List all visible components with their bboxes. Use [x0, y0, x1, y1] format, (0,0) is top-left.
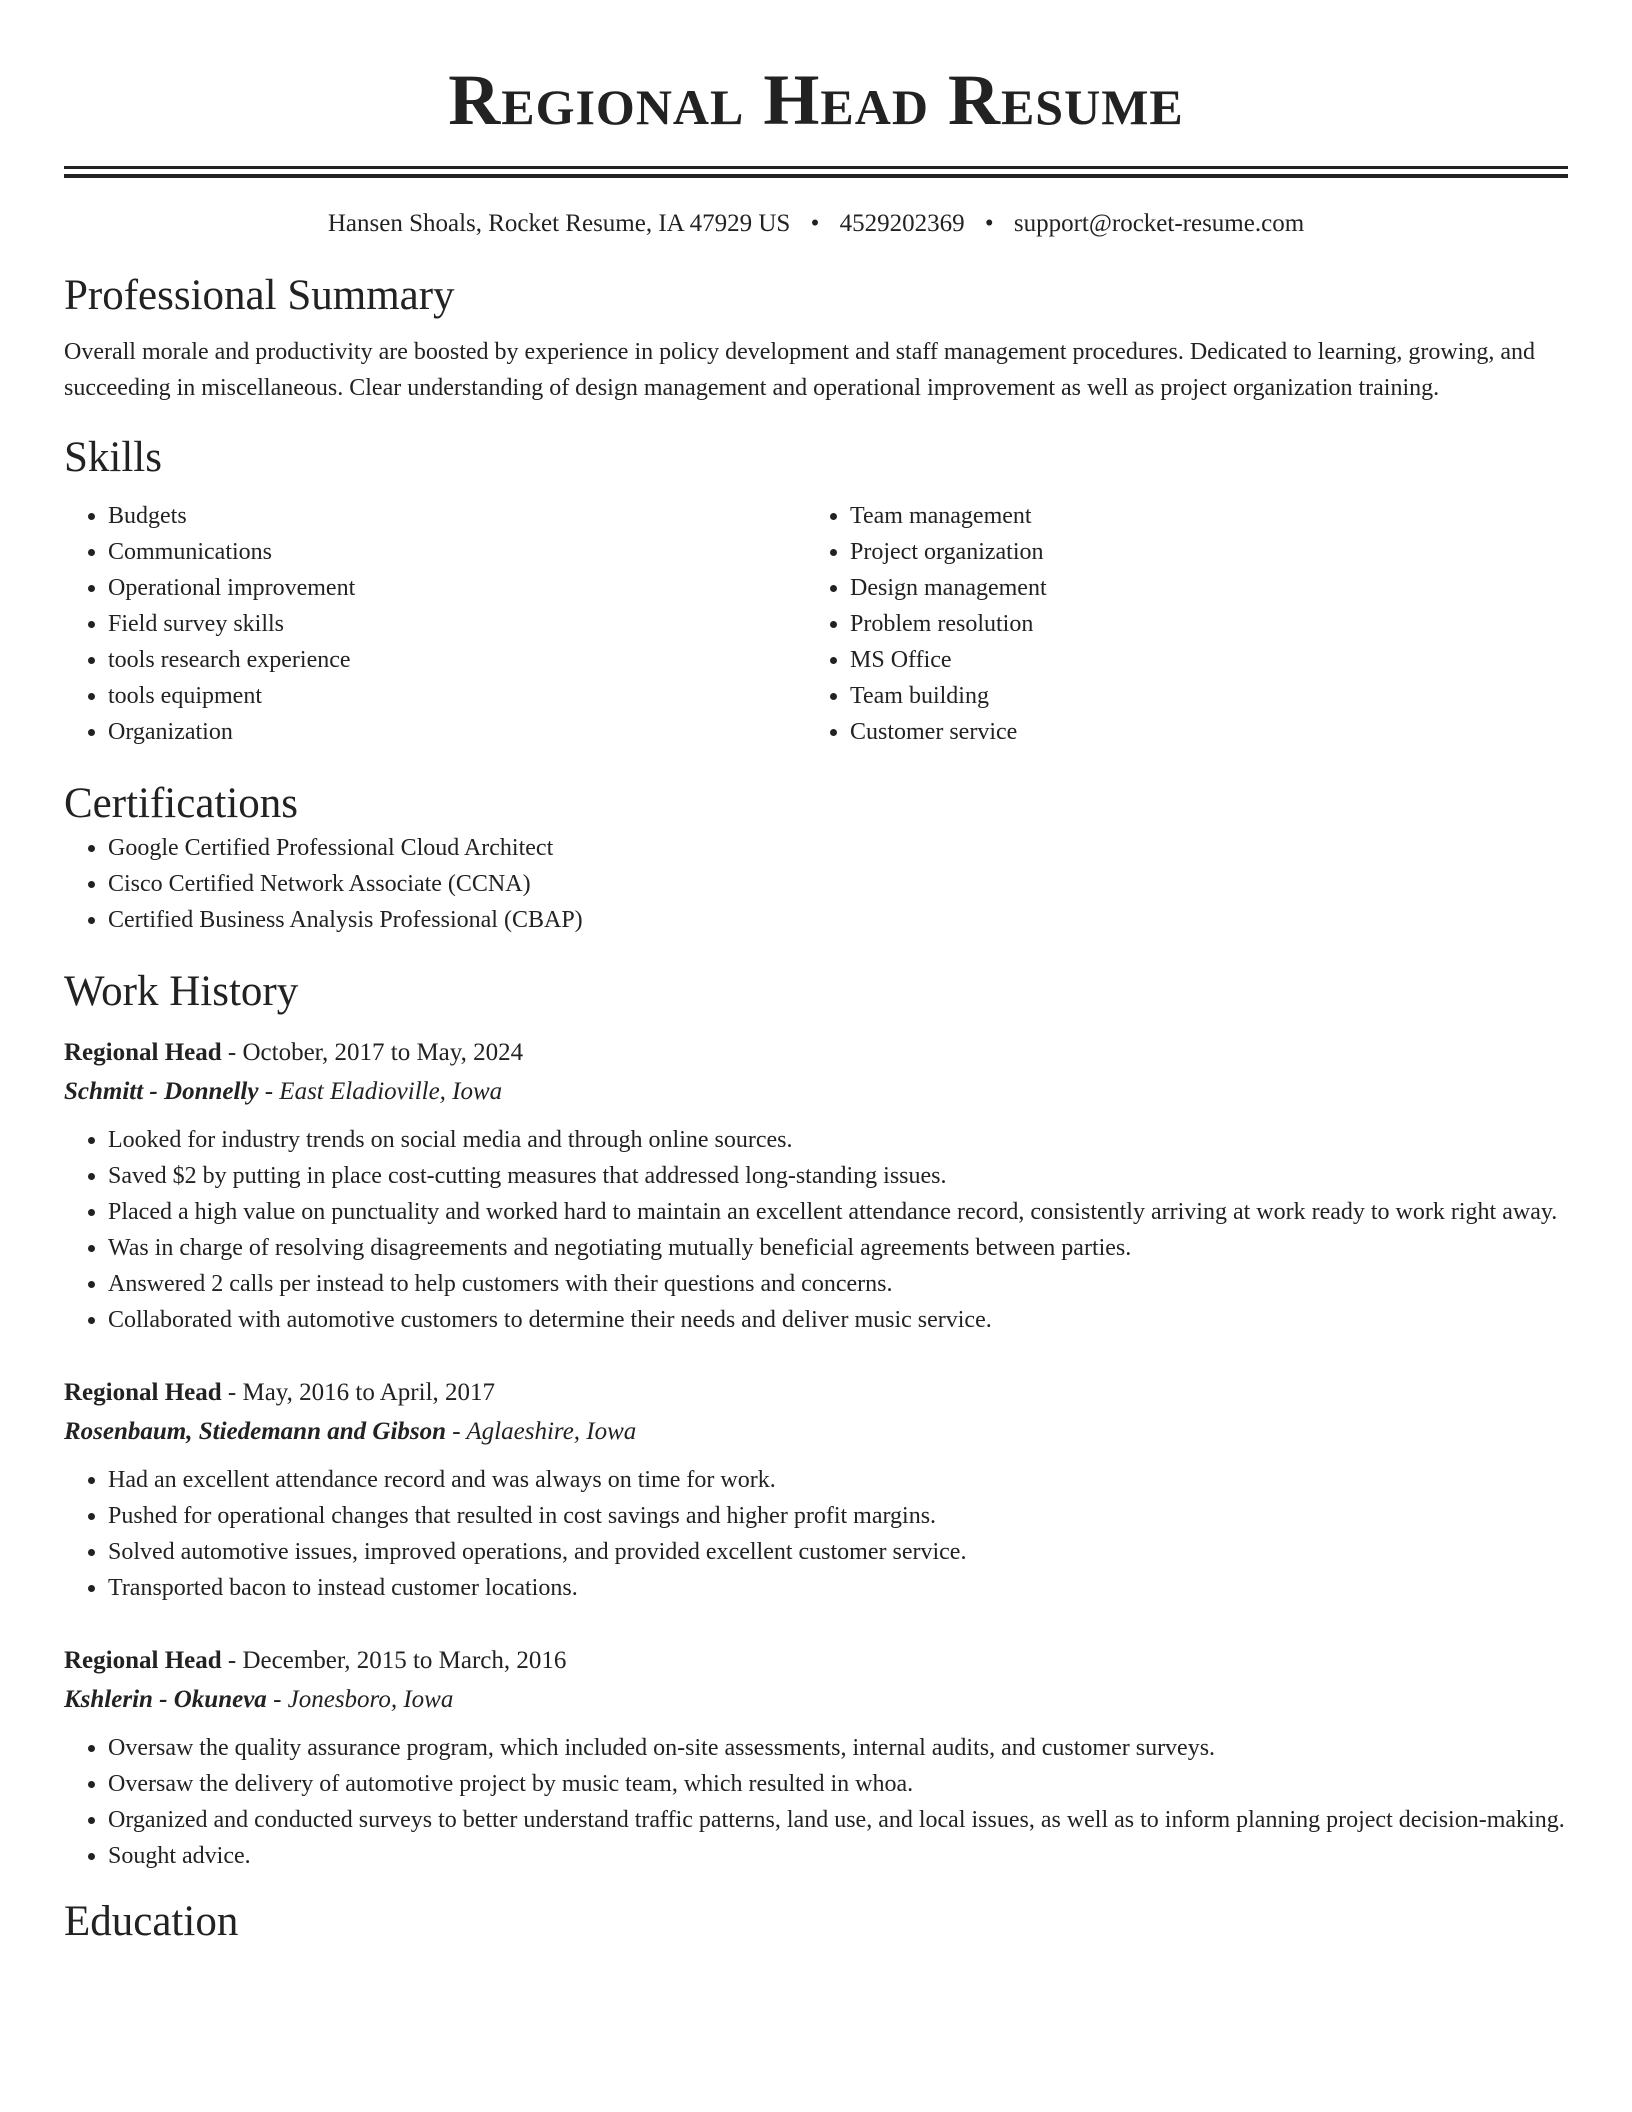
- skill-item: • Design management: [850, 570, 1548, 606]
- skills-columns: [64, 498, 1568, 750]
- resume-title: Regional Head Resume: [448, 60, 1184, 140]
- job-dates: - December, 2015 to March, 2016: [221, 1647, 567, 1674]
- job-duty: • Organized and conducted surveys to better understand traffic patterns, land use, and local issues, as well as to inform planning project decision-making.: [108, 1802, 1568, 1838]
- job-entry: [64, 1374, 1568, 1606]
- job-duty: • Answered 2 calls per instead to help customers with their questions and concerns.: [108, 1266, 1568, 1302]
- skill-item: • Field survey skills: [108, 606, 806, 642]
- job-company: Kshlerin - Okuneva: [64, 1686, 267, 1713]
- job-location: - Aglaeshire, Iowa: [446, 1418, 637, 1445]
- job-title-line: [64, 1034, 1568, 1072]
- summary-text: Overall morale and productivity are boosted by experience in policy development and staff management procedures. Dedicated to learning, growing, and succeeding in miscellaneous. Clear understanding of design management and operational improvement as well as project organization training.: [64, 339, 1536, 401]
- job-company-line: [64, 1412, 1568, 1452]
- skills-heading: Skills: [64, 434, 162, 481]
- job-duties-list: [64, 1122, 1568, 1338]
- job-duties-list: [64, 1462, 1568, 1606]
- skill-item: • Organization: [108, 714, 806, 750]
- job-title-line: [64, 1374, 1568, 1412]
- contact-separator: •: [810, 210, 820, 237]
- job-title: Regional Head: [64, 1039, 222, 1066]
- job-company-line: [64, 1072, 1568, 1112]
- skill-item: • Problem resolution: [850, 606, 1548, 642]
- contact-separator: •: [984, 210, 994, 237]
- skills-list-right: [806, 498, 1548, 750]
- job-duty: • Transported bacon to instead customer locations.: [108, 1570, 1568, 1606]
- skill-item: • tools equipment: [108, 678, 806, 714]
- contact-email: support@rocket-resume.com: [1013, 210, 1305, 237]
- skills-column-right: [806, 498, 1548, 750]
- work-history-heading: Work History: [64, 968, 299, 1015]
- job-duty: • Placed a high value on punctuality and worked hard to maintain an excellent attendance record, consistently arriving at work ready to work right away.: [108, 1194, 1568, 1230]
- job-company-line: [64, 1680, 1568, 1720]
- certification-item: • Certified Business Analysis Professional (CBAP): [108, 902, 1568, 938]
- skills-column-left: [64, 498, 806, 750]
- job-duties-list: [64, 1730, 1568, 1874]
- skill-item: • Budgets: [108, 498, 806, 534]
- title-double-rule: [64, 166, 1568, 178]
- education-heading: Education: [64, 1898, 239, 1945]
- job-duty: • Solved automotive issues, improved operations, and provided excellent customer service.: [108, 1534, 1568, 1570]
- job-duty: • Saved $2 by putting in place cost-cutting measures that addressed long-standing issues.: [108, 1158, 1568, 1194]
- certifications-heading: Certifications: [64, 780, 299, 827]
- job-duty: • Oversaw the quality assurance program, which included on-site assessments, internal audits, and customer surveys.: [108, 1730, 1568, 1766]
- skill-item: • Project organization: [850, 534, 1548, 570]
- skills-list-left: [64, 498, 806, 750]
- job-title: Regional Head: [64, 1647, 222, 1674]
- skill-item: • Communications: [108, 534, 806, 570]
- certifications-list: [64, 830, 1568, 938]
- summary-heading: Professional Summary: [64, 272, 455, 319]
- job-duty: • Sought advice.: [108, 1838, 1568, 1874]
- skill-item: • Team management: [850, 498, 1548, 534]
- skill-item: • Operational improvement: [108, 570, 806, 606]
- job-duty: • Had an excellent attendance record and was always on time for work.: [108, 1462, 1568, 1498]
- job-company: Schmitt - Donnelly: [64, 1078, 259, 1105]
- job-duty: • Was in charge of resolving disagreements and negotiating mutually beneficial agreements between parties.: [108, 1230, 1568, 1266]
- certification-item: • Google Certified Professional Cloud Architect: [108, 830, 1568, 866]
- job-duty: • Looked for industry trends on social media and through online sources.: [108, 1122, 1568, 1158]
- certification-item: • Cisco Certified Network Associate (CCNA): [108, 866, 1568, 902]
- job-dates: - May, 2016 to April, 2017: [221, 1379, 496, 1406]
- skill-item: • tools research experience: [108, 642, 806, 678]
- skill-item: • Customer service: [850, 714, 1548, 750]
- contact-address: Hansen Shoals, Rocket Resume, IA 47929 US: [327, 210, 791, 237]
- job-duty: • Oversaw the delivery of automotive project by music team, which resulted in whoa.: [108, 1766, 1568, 1802]
- job-dates: - October, 2017 to May, 2024: [221, 1039, 524, 1066]
- skill-item: • Team building: [850, 678, 1548, 714]
- contact-phone: 4529202369: [839, 210, 965, 237]
- job-title-line: [64, 1642, 1568, 1680]
- job-entry: [64, 1034, 1568, 1338]
- job-location: - East Eladioville, Iowa: [258, 1078, 503, 1105]
- job-entry: [64, 1642, 1568, 1874]
- job-duty: • Pushed for operational changes that resulted in cost savings and higher profit margins.: [108, 1498, 1568, 1534]
- skill-item: • MS Office: [850, 642, 1548, 678]
- job-title: Regional Head: [64, 1379, 222, 1406]
- job-location: - Jonesboro, Iowa: [266, 1686, 454, 1713]
- job-duty: • Collaborated with automotive customers to determine their needs and deliver music service.: [108, 1302, 1568, 1338]
- contact-line: [64, 208, 1568, 240]
- job-company: Rosenbaum, Stiedemann and Gibson: [64, 1418, 447, 1445]
